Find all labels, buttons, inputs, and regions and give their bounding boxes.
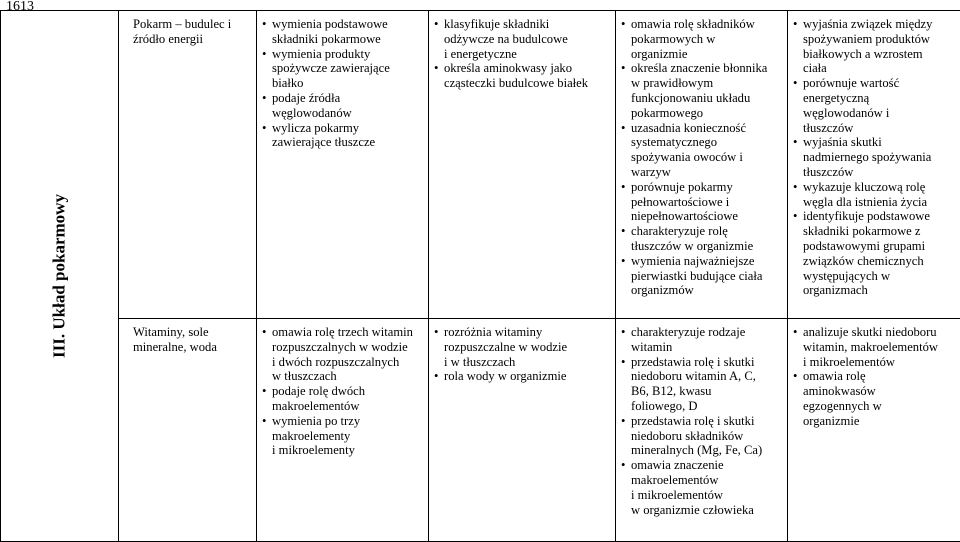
list-item: [620, 121, 783, 180]
text-line: analizuje skutki niedoboru: [803, 325, 937, 339]
list-item: [620, 254, 783, 298]
text-line: mineralne, woda: [133, 340, 217, 354]
text-line: wymienia po trzy: [272, 414, 360, 428]
text-line: białkowych a wzrostem: [803, 47, 923, 61]
text-line: klasyfikuje składniki: [444, 17, 549, 31]
text-line: niedoboru witamin A, C,: [631, 369, 756, 383]
text-line: i mikroelementów: [631, 488, 723, 502]
list-item: [261, 414, 424, 458]
text-line: przedstawia rolę i skutki: [631, 355, 754, 369]
text-line: uzasadnia konieczność: [631, 121, 746, 135]
text-line: wyjaśnia związek między: [803, 17, 932, 31]
text-line: źródło energii: [133, 32, 203, 46]
text-line: makroelementów: [631, 473, 718, 487]
list-item: [261, 325, 424, 384]
text-line: organizmie: [631, 47, 687, 61]
requirements-cell: [429, 319, 616, 542]
list-item: [261, 17, 424, 47]
text-line: omawia rolę: [803, 369, 866, 383]
list-item: [620, 414, 783, 458]
list-item: [792, 76, 956, 135]
text-line: energetyczną: [803, 91, 869, 105]
list-item: [261, 121, 424, 151]
text-line: witamin, makroelementów: [803, 340, 938, 354]
text-line: identyfikuje podstawowe: [803, 209, 930, 223]
text-line: podstawowymi grupami: [803, 239, 925, 253]
text-line: odżywcze na budulcowe: [444, 32, 568, 46]
list-item: [792, 369, 956, 428]
text-line: makroelementy: [272, 429, 350, 443]
text-line: foliowego, D: [631, 399, 697, 413]
text-line: funkcjonowaniu układu: [631, 91, 750, 105]
text-line: węglowodanów: [272, 106, 352, 120]
list-item: [792, 209, 956, 298]
requirements-cell: [616, 319, 788, 542]
text-line: systematycznego: [631, 135, 717, 149]
table-row: [1, 11, 960, 319]
requirements-list: [433, 325, 611, 384]
text-line: występujących w: [803, 269, 890, 283]
topic-cell: [119, 319, 257, 542]
text-line: pełnowartościowe i: [631, 195, 729, 209]
text-line: przedstawia rolę i skutki: [631, 414, 754, 428]
text-line: związków chemicznych: [803, 254, 924, 268]
section-cell: [1, 11, 119, 542]
text-line: niedoboru składników: [631, 429, 743, 443]
text-line: i energetyczne: [444, 47, 517, 61]
text-line: wyjaśnia skutki: [803, 135, 882, 149]
list-item: [261, 91, 424, 121]
list-item: [792, 135, 956, 179]
text-line: pierwiastki budujące ciała: [631, 269, 762, 283]
text-line: wymienia produkty: [272, 47, 370, 61]
text-line: makroelementów: [272, 399, 359, 413]
list-item: [261, 47, 424, 91]
text-line: B6, B12, kwasu: [631, 384, 711, 398]
text-line: spożywcze zawierające: [272, 61, 390, 75]
text-line: cząsteczki budulcowe białek: [444, 76, 588, 90]
list-item: [261, 384, 424, 414]
text-line: charakteryzuje rodzaje: [631, 325, 745, 339]
text-line: składniki pokarmowe z: [803, 224, 921, 238]
text-line: wymienia podstawowe: [272, 17, 388, 31]
list-item: [433, 61, 611, 91]
text-line: węgla dla istnienia życia: [803, 195, 927, 209]
text-line: nadmiernego spożywania: [803, 150, 931, 164]
list-item: [792, 180, 956, 210]
text-line: egzogennych w: [803, 399, 882, 413]
requirements-cell: [429, 11, 616, 319]
text-line: białko: [272, 76, 303, 90]
text-line: witamin: [631, 340, 672, 354]
list-item: [433, 369, 611, 384]
requirements-cell: [257, 319, 429, 542]
text-line: składniki pokarmowe: [272, 32, 381, 46]
list-item: [433, 325, 611, 369]
text-line: organizmach: [803, 283, 868, 297]
text-line: określa aminokwasy jako: [444, 61, 572, 75]
list-item: [620, 61, 783, 120]
topic-cell: [119, 11, 257, 319]
list-item: [792, 17, 956, 76]
text-line: i mikroelementów: [803, 355, 895, 369]
text-line: tłuszczów w organizmie: [631, 239, 753, 253]
requirements-list: [792, 17, 956, 298]
text-line: i mikroelementy: [272, 443, 355, 457]
text-line: niepełnowartościowe: [631, 209, 738, 223]
text-line: spożywaniem produktów: [803, 32, 930, 46]
text-line: i w tłuszczach: [444, 355, 515, 369]
text-line: ciała: [803, 61, 827, 75]
list-item: [620, 355, 783, 414]
text-line: pokarmowych w: [631, 32, 715, 46]
text-line: rola wody w organizmie: [444, 369, 567, 383]
requirements-list: [620, 325, 783, 517]
requirements-cell: [788, 319, 960, 542]
text-line: w tłuszczach: [272, 369, 337, 383]
text-line: spożywania owoców i: [631, 150, 743, 164]
requirements-cell: [788, 11, 960, 319]
text-line: węglowodanów i: [803, 106, 889, 120]
text-line: rozróżnia witaminy: [444, 325, 542, 339]
text-line: tłuszczów: [803, 165, 853, 179]
text-line: rozpuszczalnych w wodzie: [272, 340, 408, 354]
text-line: i dwóch rozpuszczalnych: [272, 355, 399, 369]
requirements-list: [620, 17, 783, 298]
text-line: omawia rolę trzech witamin: [272, 325, 413, 339]
text-line: mineralnych (Mg, Fe, Ca): [631, 443, 762, 457]
text-line: pokarmowego: [631, 106, 703, 120]
requirements-list: [433, 17, 611, 91]
list-item: [620, 325, 783, 355]
text-line: w prawidłowym: [631, 76, 713, 90]
text-line: aminokwasów: [803, 384, 876, 398]
text-line: charakteryzuje rolę: [631, 224, 728, 238]
page-number: 1613: [6, 0, 34, 15]
text-line: organizmów: [631, 283, 694, 297]
text-line: porównuje pokarmy: [631, 180, 733, 194]
list-item: [620, 224, 783, 254]
requirements-cell: [257, 11, 429, 319]
text-line: zawierające tłuszcze: [272, 135, 375, 149]
requirements-cell: [616, 11, 788, 319]
text-line: tłuszczów: [803, 121, 853, 135]
text-line: porównuje wartość: [803, 76, 899, 90]
text-line: w organizmie człowieka: [631, 503, 754, 517]
curriculum-table: [0, 10, 960, 542]
text-line: określa znaczenie błonnika: [631, 61, 767, 75]
list-item: [620, 180, 783, 224]
text-line: omawia rolę składników: [631, 17, 755, 31]
table-row: [1, 319, 960, 542]
text-line: wylicza pokarmy: [272, 121, 359, 135]
text-line: organizmie: [803, 414, 859, 428]
text-line: podaje źródła: [272, 91, 340, 105]
text-line: rozpuszczalne w wodzie: [444, 340, 567, 354]
text-line: wykazuje kluczową rolę: [803, 180, 925, 194]
text-line: Witaminy, sole: [133, 325, 209, 339]
list-item: [433, 17, 611, 61]
list-item: [620, 458, 783, 517]
text-line: podaje rolę dwóch: [272, 384, 365, 398]
text-line: omawia znaczenie: [631, 458, 724, 472]
text-line: wymienia najważniejsze: [631, 254, 754, 268]
list-item: [792, 325, 956, 369]
text-line: warzyw: [631, 165, 671, 179]
requirements-list: [261, 325, 424, 458]
requirements-list: [261, 17, 424, 150]
list-item: [620, 17, 783, 61]
requirements-list: [792, 325, 956, 429]
text-line: Pokarm – budulec i: [133, 17, 231, 31]
section-title: III. Układ pokarmowy: [52, 194, 67, 358]
